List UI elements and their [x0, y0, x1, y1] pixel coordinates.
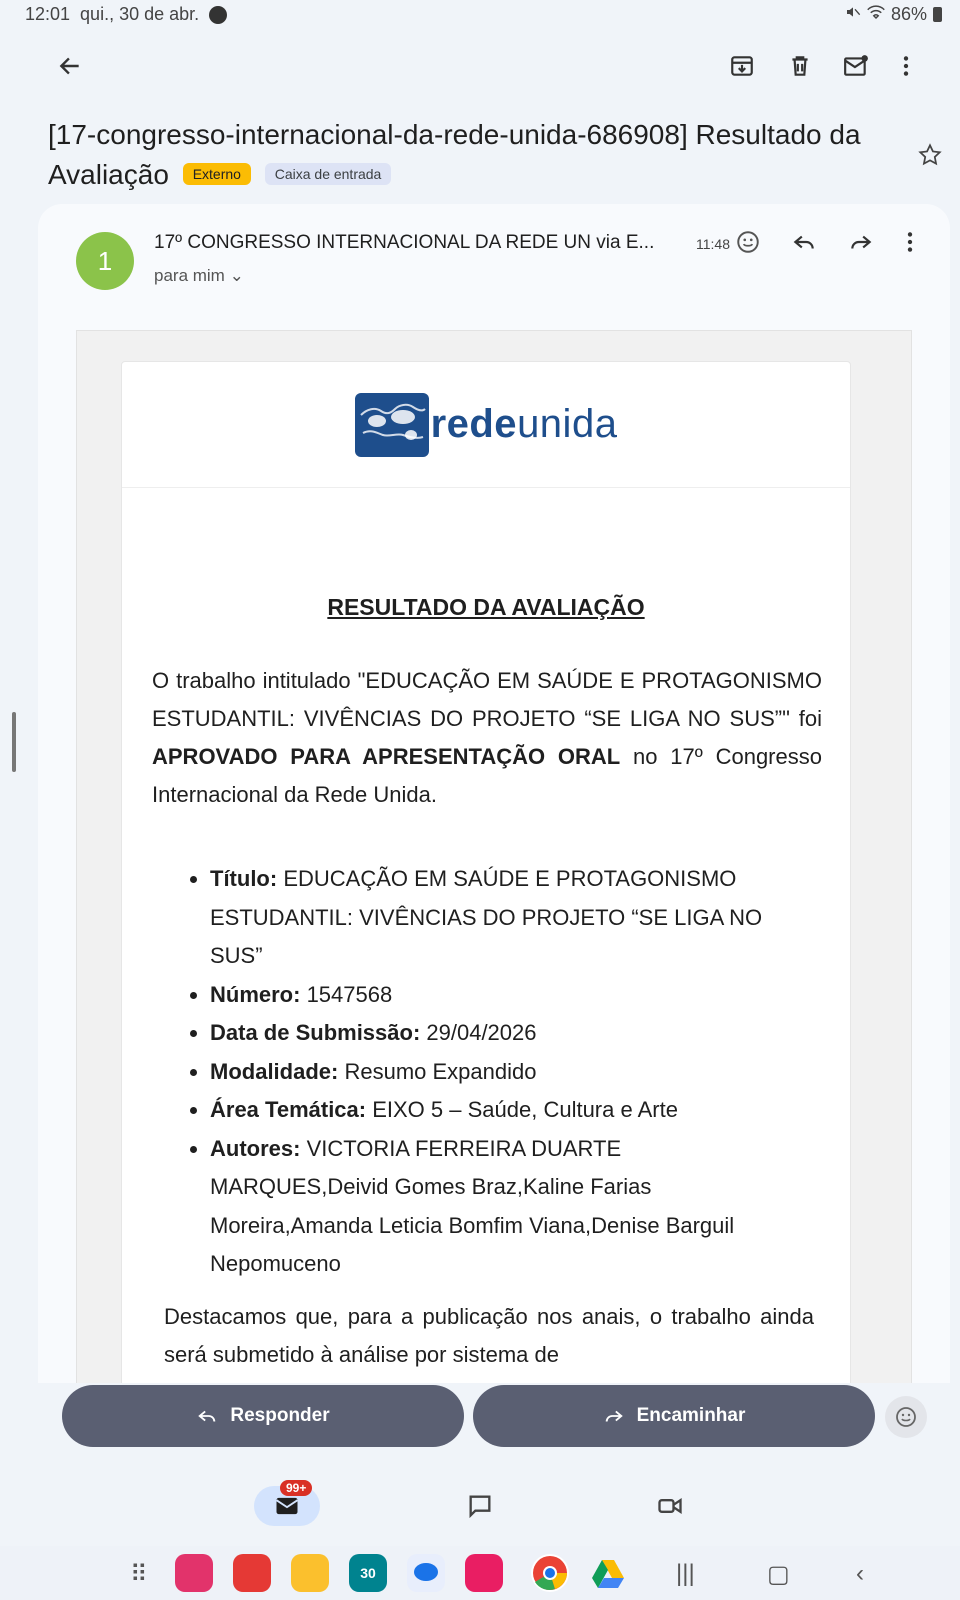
detail-value: 29/04/2026 — [420, 1020, 537, 1045]
status-time: 12:01 — [25, 4, 71, 24]
arrow-back-icon — [57, 53, 83, 79]
archive-button[interactable] — [722, 46, 762, 86]
chat-icon — [466, 1492, 494, 1520]
recipient-details[interactable] — [154, 266, 244, 286]
reply-button[interactable] — [784, 222, 824, 262]
sender-name[interactable]: 17º CONGRESSO INTERNACIONAL DA REDE UN via E... — [154, 232, 655, 253]
message-card — [38, 204, 950, 1384]
mail-icon — [273, 1492, 301, 1520]
more-vert-icon — [893, 53, 919, 79]
notes-app-icon[interactable] — [233, 1554, 271, 1592]
logo-wordmark-bold: rede — [430, 402, 518, 446]
star-icon — [917, 142, 943, 168]
submission-details — [180, 860, 790, 1284]
add-reaction-button[interactable] — [728, 222, 768, 262]
list-item — [210, 976, 790, 1015]
detail-value: VICTORIA FERREIRA DUARTE MARQUES,Deivid Gomes Braz,Kaline Farias Moreira,Amanda Leticia Bomfim Viana,Denise Barguil Nepomuceno — [210, 1135, 735, 1276]
detail-value: EDUCAÇÃO EM SAÚDE E PROTAGONISMO ESTUDANTIL: VIVÊNCIAS DO PROJETO “SE LIGA NO SUS” — [210, 866, 763, 968]
gmail-bottom-nav — [0, 1481, 960, 1540]
recipient-label: para mim — [154, 266, 225, 285]
forward-button[interactable] — [841, 222, 881, 262]
nav-chat[interactable] — [447, 1486, 513, 1526]
email-toolbar — [0, 46, 960, 90]
list-item — [210, 860, 790, 976]
mute-icon — [845, 4, 861, 25]
subject-text: [17-congresso-internacional-da-rede-unida-686908] Resultado da Avaliação — [48, 119, 861, 190]
chevron-down-icon: ⌄ — [229, 266, 244, 285]
email-body — [121, 361, 851, 1384]
detail-value: EIXO 5 – Saúde, Cultura e Arte — [366, 1097, 678, 1122]
gallery-app-icon[interactable] — [175, 1554, 213, 1592]
drive-app-icon[interactable] — [589, 1554, 627, 1592]
unread-badge: 99+ — [280, 1480, 312, 1496]
logo-wordmark-light: unida — [517, 402, 618, 446]
screen-recorder-app-icon[interactable] — [465, 1554, 503, 1592]
star-button[interactable] — [910, 135, 950, 175]
video-camera-icon — [656, 1492, 684, 1520]
trash-icon — [787, 53, 813, 79]
smiley-icon — [894, 1405, 918, 1429]
home-button[interactable]: ▢ — [767, 1561, 790, 1588]
mail-unread-icon — [843, 53, 869, 79]
email-body-frame — [76, 330, 912, 1384]
label-external: Externo — [183, 163, 251, 185]
globe-logo-icon — [355, 393, 429, 457]
smiley-icon — [735, 229, 761, 255]
system-back-button[interactable]: ‹ — [856, 1560, 864, 1587]
nav-mail[interactable] — [254, 1481, 320, 1526]
reply-icon — [791, 229, 817, 255]
side-panel-handle[interactable] — [12, 712, 16, 772]
reaction-button[interactable] — [885, 1396, 927, 1438]
wifi-icon — [867, 4, 885, 25]
delete-button[interactable] — [780, 46, 820, 86]
app-dock — [0, 1546, 960, 1600]
detail-label: Título: — [210, 866, 278, 891]
rede-unida-logo — [122, 362, 850, 488]
label-inbox[interactable]: Caixa de entrada — [265, 163, 392, 185]
detail-label: Autores: — [210, 1135, 301, 1161]
mark-unread-button[interactable] — [836, 46, 876, 86]
logo-wordmark — [431, 402, 618, 447]
reply-icon — [196, 1405, 218, 1427]
result-paragraph — [152, 662, 822, 814]
more-vert-icon — [897, 229, 923, 255]
more-options-button[interactable] — [886, 46, 926, 86]
calendar-app-icon[interactable]: 30 — [349, 1554, 387, 1592]
forward-icon — [848, 229, 874, 255]
detail-label: Área Temática: — [210, 1097, 367, 1122]
intro-end-text: no 17º Congresso Internacional da Rede Unida. — [152, 744, 822, 807]
message-time: 11:48 — [696, 236, 730, 252]
detail-label: Modalidade: — [210, 1058, 339, 1084]
forward-label: Encaminhar — [636, 1405, 746, 1426]
reply-pill-button[interactable] — [62, 1385, 464, 1447]
detail-value: 1547568 — [300, 981, 393, 1007]
status-date: qui., 30 de abr. — [80, 4, 200, 24]
approval-status: APROVADO PARA APRESENTAÇÃO ORAL — [152, 744, 621, 769]
battery-icon — [933, 7, 942, 22]
back-button[interactable] — [50, 46, 90, 86]
email-subject — [48, 115, 918, 195]
forward-icon — [603, 1405, 625, 1427]
message-more-button[interactable] — [890, 222, 930, 262]
forward-pill-button[interactable] — [473, 1385, 875, 1447]
avatar[interactable]: 1 — [76, 232, 134, 290]
detail-label: Data de Submissão: — [210, 1020, 421, 1045]
messages-app-icon[interactable] — [407, 1554, 445, 1592]
recent-apps-button[interactable]: ||| — [676, 1560, 695, 1587]
files-app-icon[interactable] — [291, 1554, 329, 1592]
archive-icon — [729, 53, 755, 79]
app-drawer-icon[interactable]: ⠿ — [130, 1561, 148, 1588]
list-item — [210, 1053, 790, 1092]
intro-text: O trabalho intitulado "EDUCAÇÃO EM SAÚDE E PROTAGONISMO ESTUDANTIL: VIVÊNCIAS DO PROJETO “SE LIGA NO SUS”" foi — [152, 668, 822, 731]
pinterest-icon — [209, 6, 227, 24]
chrome-app-icon[interactable] — [531, 1554, 569, 1592]
list-item — [210, 1130, 790, 1284]
list-item — [210, 1014, 790, 1053]
closing-paragraph: Destacamos que, para a publicação nos anais, o trabalho ainda será submetido à análise por sistema de — [164, 1304, 814, 1367]
detail-value: Resumo Expandido — [338, 1058, 537, 1084]
nav-meet[interactable] — [637, 1486, 703, 1526]
battery-level: 86% — [890, 4, 927, 24]
status-bar — [0, 0, 960, 30]
reply-actions-bar — [0, 1383, 960, 1458]
reply-label: Responder — [230, 1405, 330, 1426]
result-heading: RESULTADO DA AVALIAÇÃO — [327, 594, 645, 620]
detail-label: Número: — [210, 981, 301, 1007]
list-item — [210, 1091, 790, 1130]
